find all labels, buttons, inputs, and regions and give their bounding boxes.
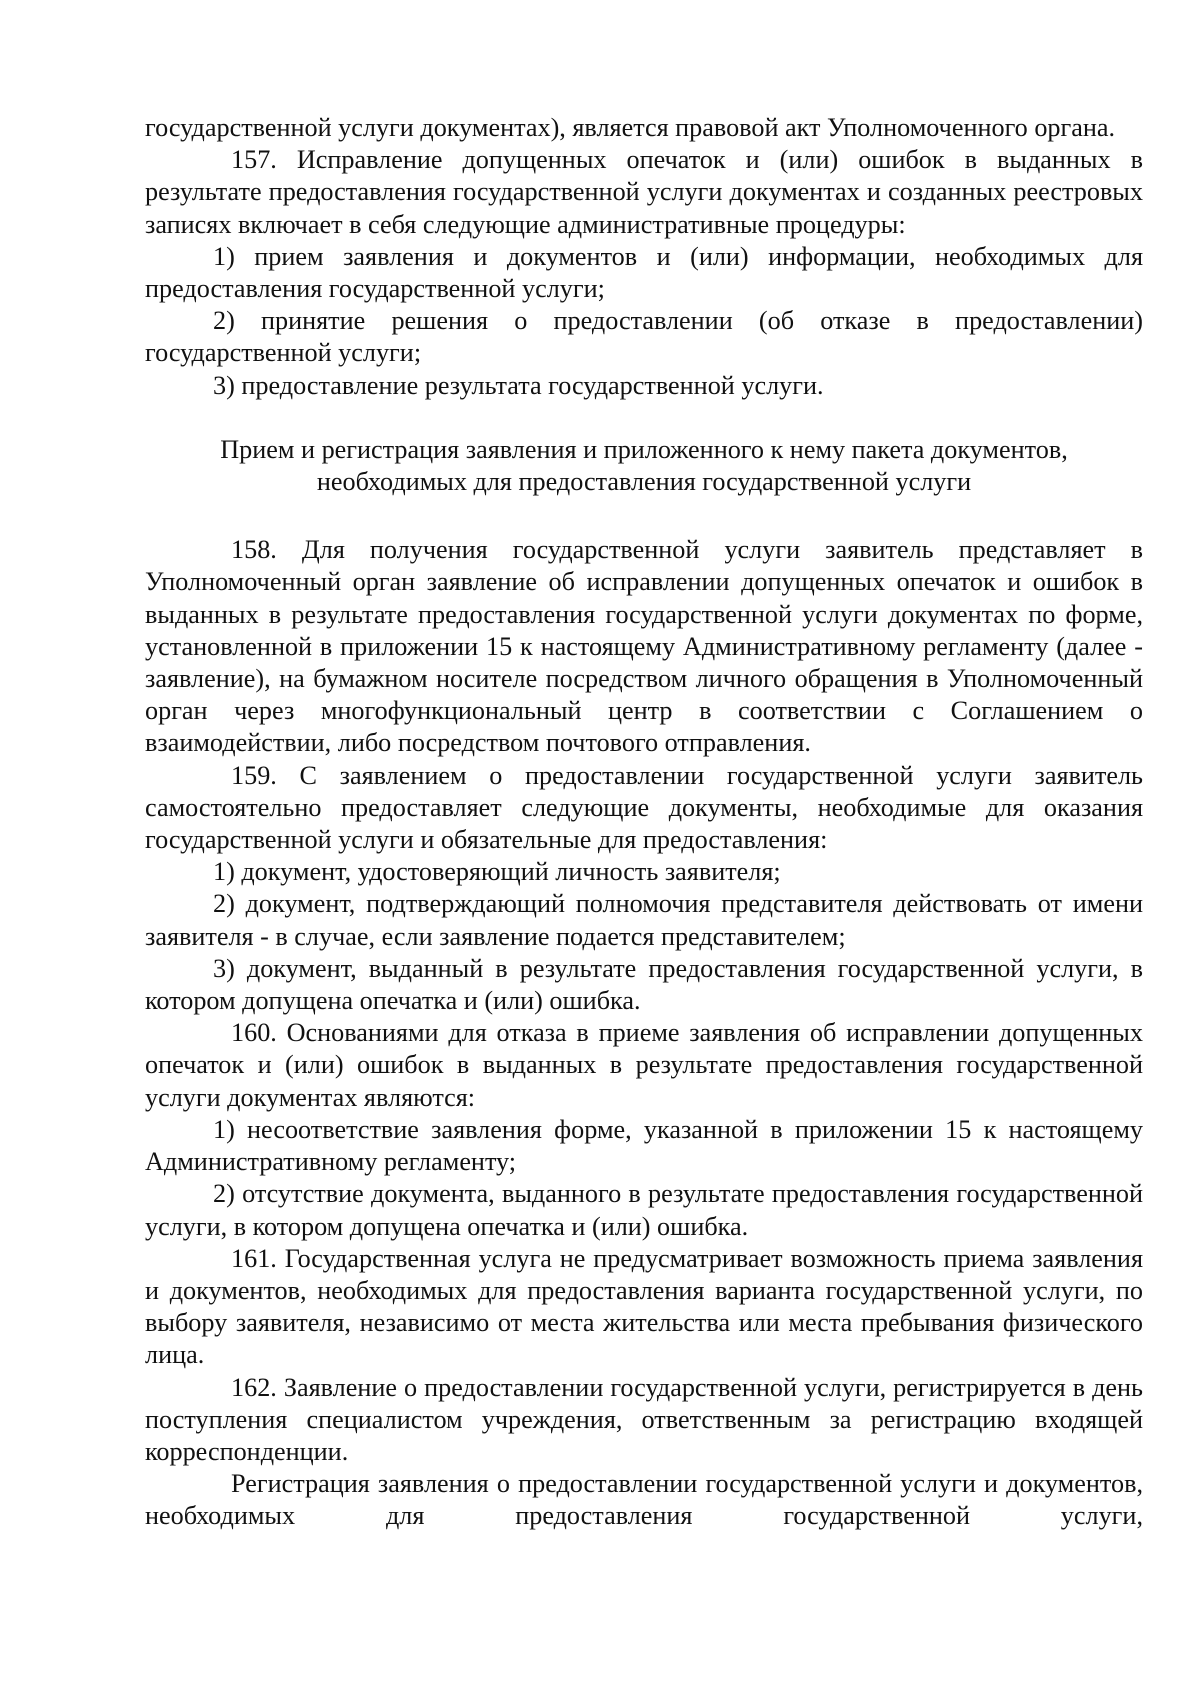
section-heading-line-1: Прием и регистрация заявления и приложенного к нему пакета документов,	[220, 434, 1068, 464]
list-item: 3) документ, выданный в результате предоставления государственной услуги, в котором допущена опечатка и (или) ошибка.	[145, 953, 1143, 1016]
numbered-paragraph: 158. Для получения государственной услуги заявитель представляет в Уполномоченный орган заявление об исправлении допущенных опечаток и ошибок в выданных в результате предоставления государственной услуги документах по форме, установленной в приложении 15 к настоящему Административному регламенту (далее - заявление), на бумажном носителе посредством личного обращения в Уполномоченный орган через многофункциональный центр в соответствии с Соглашением о взаимодействии, либо посредством почтового отправления.	[145, 535, 1143, 758]
spacer	[145, 498, 1143, 534]
list-item: 2) принятие решения о предоставлении (об отказе в предоставлении) государственной услуги;	[145, 306, 1143, 368]
numbered-paragraph: Регистрация заявления о предоставлении государственной услуги и документов, необходимых для предоставления государственной услуги,	[145, 1469, 1143, 1531]
list-item: 1) прием заявления и документов и (или) информации, необходимых для предоставления государственной услуги;	[145, 241, 1143, 304]
document-body	[145, 112, 1143, 1533]
paragraph: государственной услуги документах), является правовой акт Уполномоченного органа.	[145, 113, 1116, 142]
list-item: 2) отсутствие документа, выданного в результате предоставления государственной услуги, в котором допущена опечатка и (или) ошибка.	[145, 1179, 1143, 1241]
numbered-paragraph: 157. Исправление допущенных опечаток и (или) ошибок в выданных в результате предоставления государственной услуги документах и созданных реестровых записях включает в себя следующие административные процедуры:	[145, 145, 1143, 239]
list-item: 1) несоответствие заявления форме, указанной в приложении 15 к настоящему Административному регламенту;	[145, 1114, 1143, 1177]
section-heading-line-2: необходимых для предоставления государственной услуги	[316, 467, 972, 497]
paragraphs-bottom	[145, 534, 1143, 1532]
list-item: 3) предоставление результата государственной услуги.	[213, 370, 824, 400]
numbered-paragraph: 161. Государственная услуга не предусматривает возможность приема заявления и документов, необходимых для предоставления варианта государственной услуги, по выбору заявителя, независимо от места жительства или места пребывания физического лица.	[145, 1243, 1143, 1370]
numbered-paragraph: 159. С заявлением о предоставлении государственной услуги заявитель самостоятельно предоставляет следующие документы, необходимые для оказания государственной услуги и обязательные для предоставления:	[145, 760, 1143, 855]
list-item: 2) документ, подтверждающий полномочия представителя действовать от имени заявителя - в случае, если заявление подается представителем;	[145, 889, 1143, 951]
numbered-paragraph: 160. Основаниями для отказа в приеме заявления об исправлении допущенных опечаток и (или) ошибок в выданных в результате предоставления государственной услуги документах являются:	[145, 1018, 1143, 1112]
spacer	[145, 402, 1143, 434]
numbered-paragraph: 162. Заявление о предоставлении государственной услуги, регистрируется в день поступления специалистом учреждения, ответственным за регистрацию входящей корреспонденции.	[145, 1372, 1143, 1466]
paragraphs-top	[145, 112, 1143, 402]
list-item: 1) документ, удостоверяющий личность заявителя;	[213, 857, 781, 887]
